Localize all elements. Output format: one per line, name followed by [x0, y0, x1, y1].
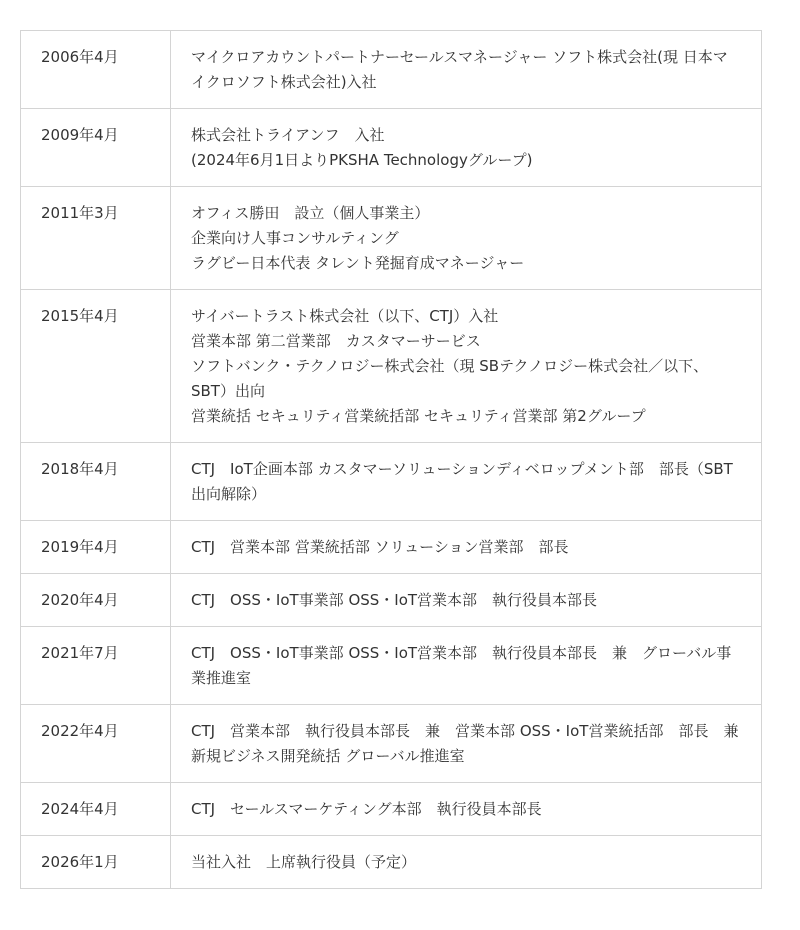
career-date: 2015年4月 — [21, 290, 171, 443]
career-date: 2024年4月 — [21, 783, 171, 836]
career-date: 2026年1月 — [21, 836, 171, 889]
career-description-line: マイクロアカウントパートナーセールスマネージャー ソフト株式会社(現 日本マイクロソフト株式会社)入社 — [191, 48, 728, 91]
career-description-line: CTJ IoT企画本部 カスタマーソリューションディベロップメント部 部長（SBT出向解除） — [191, 460, 733, 503]
career-description-line: CTJ OSS・IoT事業部 OSS・IoT営業本部 執行役員本部長 — [191, 591, 598, 609]
career-row — [21, 705, 762, 783]
career-description-line: サイバートラスト株式会社（以下、CTJ）入社 — [191, 307, 499, 325]
career-date: 2019年4月 — [21, 521, 171, 574]
career-row — [21, 783, 762, 836]
career-description — [171, 783, 762, 836]
career-description — [171, 187, 762, 290]
career-date: 2006年4月 — [21, 31, 171, 109]
career-description — [171, 836, 762, 889]
career-description-line: ソフトバンク・テクノロジー株式会社（現 SBテクノロジー株式会社／以下、SBT）出向 — [191, 357, 709, 400]
career-row — [21, 443, 762, 521]
career-description-line: 企業向け人事コンサルティング — [191, 229, 399, 247]
career-description-line: 当社入社 上席執行役員（予定） — [191, 853, 417, 871]
career-date: 2009年4月 — [21, 109, 171, 187]
career-description-line: オフィス勝田 設立（個人事業主） — [191, 204, 430, 222]
career-row — [21, 836, 762, 889]
career-description-line: 営業統括 セキュリティ営業統括部 セキュリティ営業部 第2グループ — [191, 407, 646, 425]
career-description-line: CTJ 営業本部 営業統括部 ソリューション営業部 部長 — [191, 538, 569, 556]
career-description-line: CTJ OSS・IoT事業部 OSS・IoT営業本部 執行役員本部長 兼 グローバル事業推進室 — [191, 644, 732, 687]
career-description — [171, 443, 762, 521]
career-row — [21, 31, 762, 109]
career-row — [21, 574, 762, 627]
career-date: 2020年4月 — [21, 574, 171, 627]
career-description-line: 株式会社トライアンフ 入社 — [191, 126, 385, 144]
career-row — [21, 627, 762, 705]
career-description — [171, 705, 762, 783]
career-description — [171, 31, 762, 109]
career-row — [21, 290, 762, 443]
career-date: 2022年4月 — [21, 705, 171, 783]
career-date: 2021年7月 — [21, 627, 171, 705]
career-row — [21, 521, 762, 574]
career-description — [171, 627, 762, 705]
career-description-line: CTJ セールスマーケティング本部 執行役員本部長 — [191, 800, 542, 818]
career-description — [171, 521, 762, 574]
career-row — [21, 187, 762, 290]
career-description — [171, 109, 762, 187]
career-description — [171, 574, 762, 627]
career-description-line: CTJ 営業本部 執行役員本部長 兼 営業本部 OSS・IoT営業統括部 部長 兼 新規ビジネス開発統括 グローバル推進室 — [191, 722, 754, 765]
career-date: 2011年3月 — [21, 187, 171, 290]
career-description-line: 営業本部 第二営業部 カスタマーサービス — [191, 332, 481, 350]
career-table-body — [21, 31, 762, 889]
career-description — [171, 290, 762, 443]
career-description-line: ラグビー日本代表 タレント発掘育成マネージャー — [191, 254, 525, 272]
career-date: 2018年4月 — [21, 443, 171, 521]
career-description-line: (2024年6月1日よりPKSHA Technologyグループ) — [191, 151, 533, 169]
career-row — [21, 109, 762, 187]
career-history-table — [20, 30, 762, 889]
